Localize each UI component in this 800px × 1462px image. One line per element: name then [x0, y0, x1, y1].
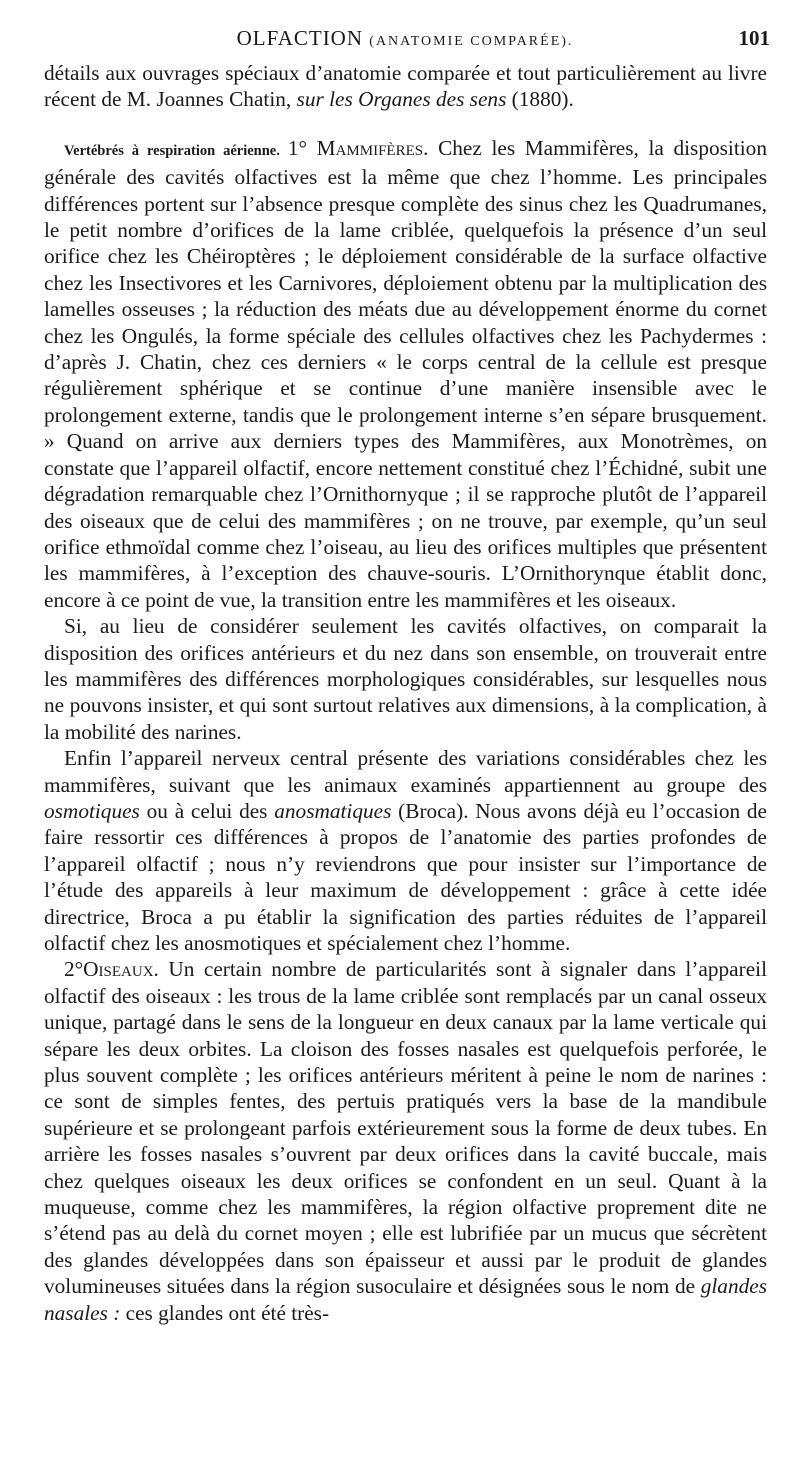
section-heading-mammiferes: Mammifères.: [316, 135, 429, 160]
section-runin-heading: Vertébrés à respiration aérienne.: [64, 142, 280, 159]
paragraph-text: ou à celui des: [139, 798, 275, 823]
header-title-main: OLFACTION: [236, 26, 364, 50]
paragraph-text: (1880).: [506, 87, 574, 112]
paragraph-text: détails aux ouvrages spéciaux d’anatomie comparée et tout particulièrement au livre récent de M. Joannes Chatin,: [44, 61, 767, 112]
paragraph-mammiferes: [44, 135, 767, 613]
paragraph-narines: [44, 613, 767, 745]
term-italic-anosmatiques: anosmatiques: [274, 798, 392, 823]
section-number: 2°: [64, 957, 84, 982]
paragraph-continued: [44, 60, 767, 113]
book-title-italic: sur les Organes des sens: [296, 87, 507, 112]
term-italic-glandes-nasales: glandes nasales :: [44, 1274, 767, 1325]
paragraph-text: Chez les Mammifères, la disposition générale des cavités olfactives est la même que chez l’homme. Les principales différences portent sur l’absence presque complète des sinus chez les Quadrumanes, le petit nombre d’orifices de la lame criblée, quelquefois la présence d’un seul orifice chez les Chéiroptères ; le déploiement considérable de la surface olfactive chez les Insectivores et les Carnivores, déploiement obtenu par la multiplication des lamelles osseuses ; la réduction des méats due au développement énorme du cornet chez les Ongulés, la forme spéciale des cellules olfactives chez les Pachydermes : d’après J. Chatin, chez ces derniers « le corps central de la cellule est presque régulièrement sphérique et se continue d’une manière insensible avec le prolongement externe, tandis que le prolongement interne s’en sépare brusquement. » Quand on arrive aux derniers types des Mammifères, aux Monotrèmes, on constate que l’appareil olfactif, encore nettement constitué chez l’Échidné, subit une dégradation remarquable chez l’Ornithornyque ; il se rapproche plutôt de l’appareil des oiseaux que de celui des mammifères ; on ne trouve, par exemple, qu’un seul orifice ethmoïdal comme chez l’oiseau, au lieu des orifices multiples que présentent les mammifères, à l’exception des chauve-souris. L’Ornithorynque établit donc, encore à ce point de vue, la transition entre les mammifères et les oiseaux.: [44, 135, 767, 612]
header-title: [40, 26, 770, 51]
term-italic-osmotiques: osmotiques: [44, 798, 140, 823]
paragraph-text: ces glandes ont été très-: [120, 1300, 330, 1325]
section-heading-oiseaux: Oiseaux.: [83, 957, 159, 982]
page-number: 101: [738, 26, 770, 50]
paragraph-oiseaux: [44, 956, 767, 1326]
section-number: 1°: [287, 135, 308, 160]
paragraph-appareil-nerveux: [44, 745, 767, 956]
paragraph-text: Un certain nombre de particularités sont à signaler dans l’appareil olfactif des oiseaux : les trous de la lame criblée sont remplacés par un canal osseux unique, partagé dans le sens de la longueur en deux canaux par la lame verticale qui sépare les deux orbites. La cloison des fosses nasales est quelquefois perforée, le plus souvent complète ; les orifices antérieurs méritent à peine le nom de narines : ce sont de simples fentes, des pertuis pratiqués vers la base de la mandibule supérieure et se prolongeant parfois extérieurement sous la forme de deux tubes. En arrière les fosses nasales s’ouvrent par deux orifices dans la cavité buccale, mais chez quelques oiseaux les deux orifices se confondent en un seul. Quant à la muqueuse, comme chez les mammifères, la région olfactive proprement dite ne s’étend pas au delà du cornet moyen ; elle est lubrifiée par un mucus que sécrètent des glandes développées dans son épaisseur et aussi par le produit de glandes volumineuses situées dans la région susoculaire et désignées sous le nom de: [44, 957, 767, 1299]
page-body: [44, 60, 767, 1326]
paragraph-text: Si, au lieu de considérer seulement les cavités olfactives, on comparait la disposition des orifices antérieurs et du nez dans son ensemble, on trouverait entre les mammifères des différences morphologiques considérables, sur lesquelles nous ne pouvons insister, et qui sont surtout relatives aux dimensions, à la complication, à la mobilité des narines.: [44, 614, 767, 744]
paragraph-text: (Broca). Nous avons déjà eu l’occasion de faire ressortir ces différences à propos de l’anatomie des parties profondes de l’appareil olfactif ; nous n’y reviendrons que pour insister sur l’importance de l’étude des appareils à leur maximum de développement : grâce à cette idée directrice, Broca a pu établir la signification des parties réduites de l’appareil olfactif chez les anosmotiques et spécialement chez l’homme.: [44, 798, 768, 955]
header-title-sub: (ANATOMIE COMPARÉE).: [369, 34, 574, 49]
paragraph-text: Enfin l’appareil nerveux central présente des variations considérables chez les mammifères, suivant que les animaux examinés appartiennent au groupe des: [44, 746, 767, 797]
running-header: [40, 26, 770, 56]
